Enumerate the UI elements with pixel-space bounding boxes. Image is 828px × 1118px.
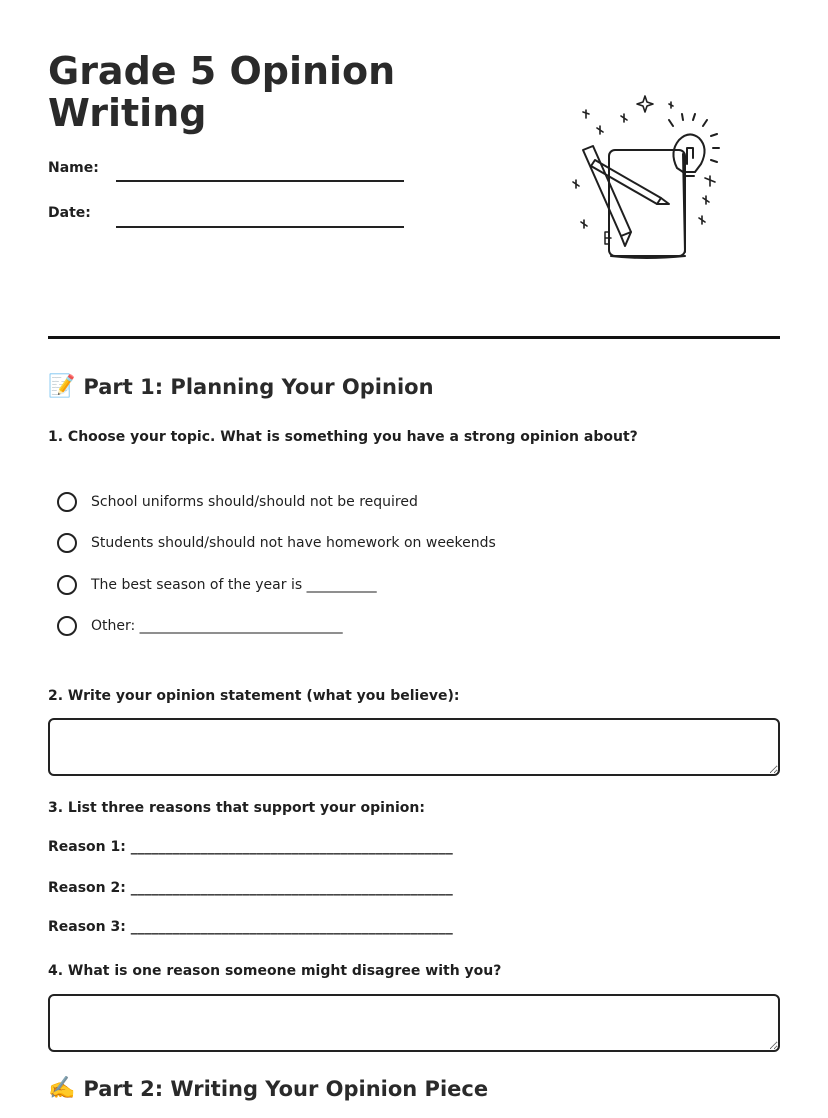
- section-divider: [48, 336, 780, 339]
- topic-option-2[interactable]: [57, 533, 496, 553]
- reason-3-line[interactable]: Reason 3: ______________________________________________: [48, 919, 453, 935]
- page-title: Grade 5 Opinion Writing: [48, 49, 396, 135]
- lightbulb-icon: [669, 114, 719, 176]
- date-field[interactable]: [116, 226, 404, 228]
- topic-radio-1[interactable]: [57, 492, 77, 512]
- part2-heading-text: Part 2: Writing Your Opinion Piece: [83, 1076, 489, 1101]
- date-label: Date:: [48, 205, 91, 221]
- notebook-icon: [609, 150, 685, 258]
- question-2: 2. Write your opinion statement (what you believe):: [48, 688, 460, 704]
- question-1: 1. Choose your topic. What is something you have a strong opinion about?: [48, 429, 638, 445]
- topic-option-3-label: The best season of the year is __________: [91, 577, 377, 593]
- topic-option-3[interactable]: [57, 575, 377, 595]
- opinion-statement-input[interactable]: [48, 718, 780, 776]
- part2-heading: [48, 1076, 488, 1101]
- topic-option-1-label: School uniforms should/should not be required: [91, 494, 418, 510]
- topic-radio-4[interactable]: [57, 616, 77, 636]
- topic-option-4-label: Other: _____________________________: [91, 618, 343, 634]
- topic-option-4[interactable]: [57, 616, 343, 636]
- reason-2-line[interactable]: Reason 2: ______________________________________________: [48, 880, 453, 896]
- writing-illustration: [565, 92, 725, 264]
- topic-radio-3[interactable]: [57, 575, 77, 595]
- counterargument-input[interactable]: [48, 994, 780, 1052]
- question-4: 4. What is one reason someone might disagree with you?: [48, 963, 502, 979]
- name-label: Name:: [48, 160, 99, 176]
- memo-icon: 📝: [48, 374, 76, 399]
- part1-heading-text: Part 1: Planning Your Opinion: [83, 374, 434, 399]
- writing-hand-icon: ✍️: [48, 1076, 76, 1101]
- topic-radio-2[interactable]: [57, 533, 77, 553]
- reason-1-line[interactable]: Reason 1: ______________________________________________: [48, 839, 453, 855]
- name-field[interactable]: [116, 180, 404, 182]
- pencil-icon: [583, 146, 669, 246]
- part1-heading: [48, 374, 434, 399]
- question-3: 3. List three reasons that support your opinion:: [48, 800, 425, 816]
- topic-option-2-label: Students should/should not have homework on weekends: [91, 535, 496, 551]
- topic-option-1[interactable]: [57, 492, 418, 512]
